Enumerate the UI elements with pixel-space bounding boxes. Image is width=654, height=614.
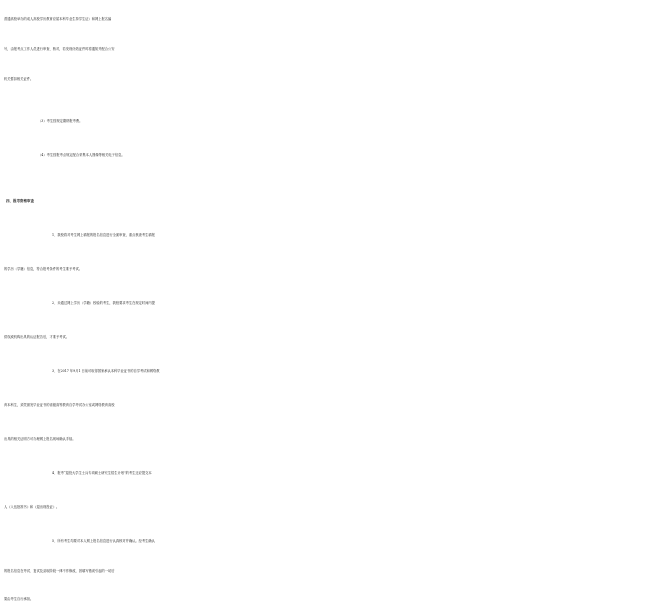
text-line: 号，由报考点工作人员进行审查、核对，若发现伪造证件时将通知并配合公安 xyxy=(4,47,115,51)
paragraph-line: 出具的相关证明方可办理网上报名现场确认手续。 xyxy=(4,437,76,441)
section-heading: 四、报考资格审查 xyxy=(6,199,34,203)
text-line: 机关暂扣相关证件。 xyxy=(4,77,34,81)
paragraph-line: 4、报考“退役大学生士兵专项硕士研究生招生计划”的考生还应提交本 xyxy=(52,471,152,475)
text-line: 普通高校举办的成人高校学历教育应届本科毕业生持学生证）和网上报名编 xyxy=(4,17,112,21)
paragraph-line: 2、未通过网上学历（学籍）校验的考生，我校要求考生在规定时间内提 xyxy=(52,301,155,305)
paragraph-line: 育本科生，须凭颁发毕业证书的省级高等教育自学考试办公室或网络教育高校 xyxy=(4,403,115,407)
list-item: （3）考生按规定缴纳报考费。 xyxy=(38,119,83,123)
paragraph-line: 1、我校将对考生网上填报的报名信息进行全面审查，重点核查考生填报 xyxy=(52,233,155,237)
paragraph-line: 人《入伍批准书》和《退出现役证》。 xyxy=(4,505,60,509)
paragraph-line: 的报名信息在考试、复试及录取阶段一律不作修改，因填写错误引起的一切后 xyxy=(4,569,115,573)
paragraph-line: 供权威机构出具的认证报告后，才准予考试。 xyxy=(4,335,69,339)
paragraph-line: 果由考生自行承担。 xyxy=(4,597,34,601)
paragraph-line: 的学历（学籍）信息，符合报考条件的考生准予考试。 xyxy=(4,267,82,271)
paragraph-line: 5、所有考生均要对本人网上报名信息进行认真核对并确认。经考生确认 xyxy=(52,539,155,543)
list-item: （4）考生按报考点规定配合采集本人图像等相关电子信息。 xyxy=(38,153,125,157)
paragraph-line: 3、在2017 年9月1 日前可取得国家承认本科毕业证书的自学考试和网络教 xyxy=(52,369,160,373)
